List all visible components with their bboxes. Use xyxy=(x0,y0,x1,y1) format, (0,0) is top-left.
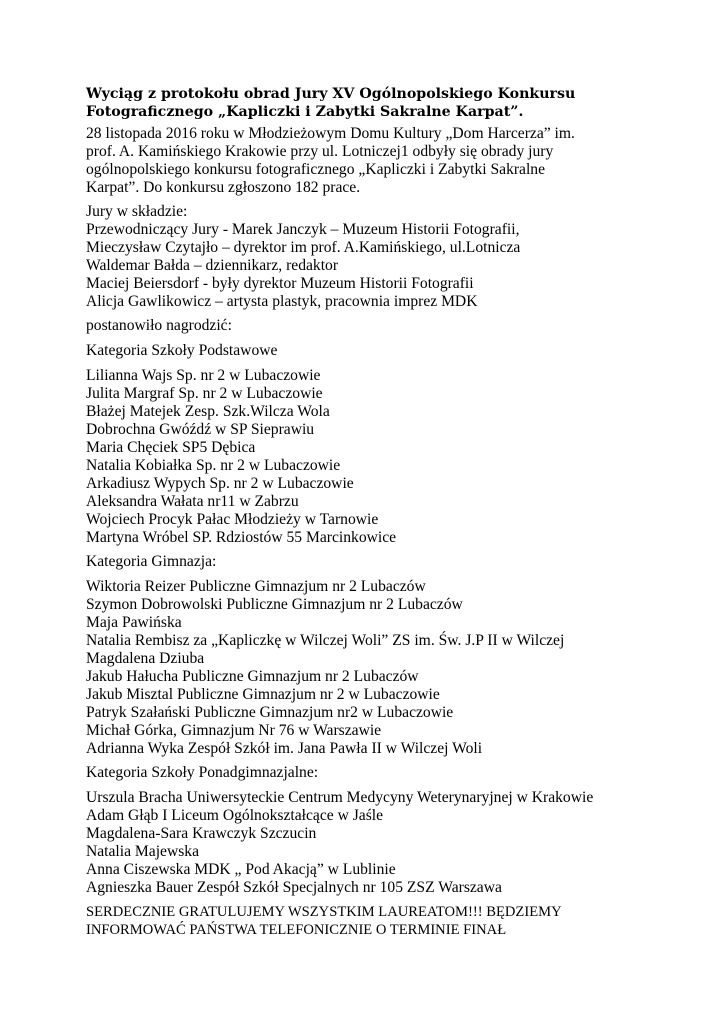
jury-line: Maciej Beiersdorf - były dyrektor Muzeum Historii Fotografii xyxy=(86,275,474,292)
intro-line: prof. A. Kamińskiego Krakowie przy ul. Lotniczej1 odbyły się obrady jury xyxy=(86,143,554,160)
category-heading-primary: Kategoria Szkoły Podstawowe xyxy=(86,342,278,359)
winner-item: Natalia Majewska xyxy=(86,843,200,860)
document-page xyxy=(86,85,686,939)
intro-line: ogólnopolskiego konkursu fotograficznego „Kapliczki i Zabytki Sakralne xyxy=(86,161,546,178)
title-line: Wyciąg z protokołu obrad Jury XV Ogólnopolskiego Konkursu xyxy=(86,86,576,102)
winner-item: Aleksandra Wałata nr11 w Zabrzu xyxy=(86,493,299,510)
intro-line: 28 listopada 2016 roku w Młodzieżowym Domu Kultury „Dom Harcerza” im. xyxy=(86,125,575,142)
winner-item: Wojciech Procyk Pałac Młodzieży w Tarnowie xyxy=(86,511,379,528)
winner-item: Wiktoria Reizer Publiczne Gimnazjum nr 2 Lubaczów xyxy=(86,578,426,595)
closing-line: SERDECZNIE GRATULUJEMY WSZYSTKIM LAUREATOM!!! BĘDZIEMY xyxy=(86,904,562,920)
jury-composition xyxy=(86,203,686,311)
winner-item: Martyna Wróbel SP. Rdziostów 55 Marcinkowice xyxy=(86,529,397,546)
intro-paragraph xyxy=(86,125,686,197)
jury-line: Przewodniczący Jury - Marek Janczyk – Muzeum Historii Fotografii, xyxy=(86,221,520,238)
winner-item: Patryk Szałański Publiczne Gimnazjum nr2 w Lubaczowie xyxy=(86,704,454,721)
jury-line: Waldemar Bałda – dziennikarz, redaktor xyxy=(86,257,339,274)
winner-item: Julita Margraf Sp. nr 2 w Lubaczowie xyxy=(86,385,323,402)
winner-item: Lilianna Wajs Sp. nr 2 w Lubaczowie xyxy=(86,367,321,384)
winner-item: Magdalena Dziuba xyxy=(86,650,205,667)
winner-item: Natalia Kobiałka Sp. nr 2 w Lubaczowie xyxy=(86,457,341,474)
winner-item: Natalia Rembisz za „Kapliczkę w Wilczej Woli” ZS im. Św. J.P II w Wilczej xyxy=(86,632,565,649)
winner-item: Anna Ciszewska MDK „ Pod Akacją” w Lublinie xyxy=(86,861,396,878)
winner-item: Jakub Hałucha Publiczne Gimnazjum nr 2 Lubaczów xyxy=(86,668,419,685)
winner-item: Adam Głąb I Liceum Ogólnokształcące w Jaśle xyxy=(86,807,384,824)
secondary-winners-list xyxy=(86,789,686,897)
winner-item: Urszula Bracha Uniwersyteckie Centrum Medycyny Weterynaryjnej w Krakowie xyxy=(86,789,594,806)
winner-item: Arkadiusz Wypych Sp. nr 2 w Lubaczowie xyxy=(86,475,354,492)
winner-item: Szymon Dobrowolski Publiczne Gimnazjum nr 2 Lubaczów xyxy=(86,596,463,613)
winner-item: Dobrochna Gwóźdź w SP Sieprawiu xyxy=(86,421,315,438)
winner-item: Magdalena-Sara Krawczyk Szczucin xyxy=(86,825,317,842)
title-line: Fotograficznego „Kapliczki i Zabytki Sakralne Karpat”. xyxy=(86,104,524,120)
winner-item: Michał Górka, Gimnazjum Nr 76 w Warszawie xyxy=(86,722,382,739)
jury-line: Alicja Gawlikowicz – artysta plastyk, pracownia imprez MDK xyxy=(86,293,478,310)
jury-line: Mieczysław Czytajło – dyrektor im prof. A.Kamińskiego, ul.Lotnicza xyxy=(86,239,521,256)
winner-item: Agnieszka Bauer Zespół Szkół Specjalnych nr 105 ZSZ Warszawa xyxy=(86,879,502,896)
jury-line: Jury w składzie: xyxy=(86,203,188,220)
winner-item: Jakub Misztal Publiczne Gimnazjum nr 2 w Lubaczowie xyxy=(86,686,440,703)
winner-item: Maria Chęciek SP5 Dębica xyxy=(86,439,256,456)
winner-item: Adrianna Wyka Zespół Szkół im. Jana Pawła II w Wilczej Woli xyxy=(86,740,483,757)
intro-line: Karpat”. Do konkursu zgłoszono 182 prace. xyxy=(86,179,361,196)
closing-line: INFORMOWAĆ PAŃSTWA TELEFONICZNIE O TERMINIE FINAŁ xyxy=(86,922,507,938)
document-title xyxy=(86,85,686,121)
gymnasium-winners-list xyxy=(86,578,686,758)
winner-item: Błażej Matejek Zesp. Szk.Wilcza Wola xyxy=(86,403,330,420)
category-heading-secondary: Kategoria Szkoły Ponadgimnazjalne: xyxy=(86,764,319,781)
category-heading-gymnasium: Kategoria Gimnazja: xyxy=(86,553,217,570)
winner-item: Maja Pawińska xyxy=(86,614,182,631)
decision-text: postanowiło nagrodzić: xyxy=(86,317,232,334)
primary-winners-list xyxy=(86,367,686,547)
closing-message xyxy=(86,903,686,939)
